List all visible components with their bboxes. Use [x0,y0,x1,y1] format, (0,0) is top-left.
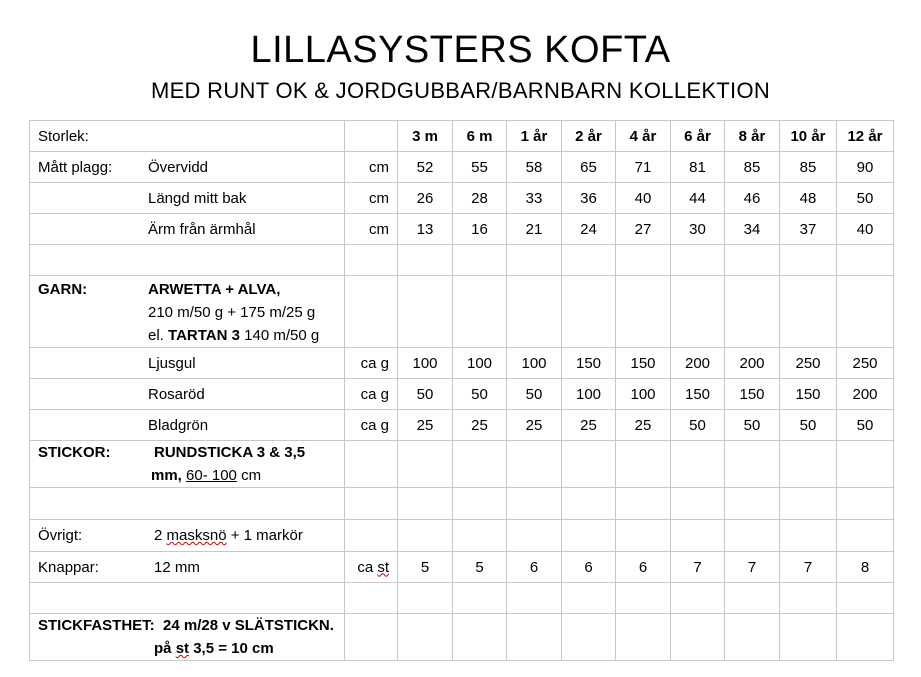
buttons-unit-squiggle: st [377,558,389,576]
needles-line2-bold: mm, [151,467,182,484]
value-cell: 150 [562,348,616,379]
value-cell: 150 [725,379,780,410]
size-cell: 10 år [780,121,837,152]
unit-cell: ca g [345,348,398,379]
gauge-label: STICKFASTHET: [38,617,155,634]
buttons-label: Knappar: [38,558,99,576]
size-cell: 2 år [562,121,616,152]
yarn-line3-prefix: el. [148,327,164,344]
value-cell: 7 [780,552,837,583]
empty-row [30,245,894,276]
value-cell: 40 [616,183,671,214]
yarn-line1: ARWETTA + ALVA, [148,281,281,298]
pattern-title: LILLASYSTERS KOFTA [250,29,671,71]
unit-cell: ca g [345,379,398,410]
yarn-label: GARN: [38,281,88,298]
value-cell: 100 [507,348,562,379]
value-cell: 52 [398,152,453,183]
value-cell: 40 [837,214,894,245]
value-cell: 30 [671,214,725,245]
other-label: Övrigt: [38,527,83,544]
measure-row [30,214,894,245]
size-cell: 12 år [837,121,894,152]
other-row [30,520,894,552]
measure-label: Mått plagg: [38,158,113,176]
value-cell: 250 [780,348,837,379]
value-cell: 7 [671,552,725,583]
value-cell: 48 [780,183,837,214]
needles-length-link: 60- 100 [186,467,237,484]
value-cell: 21 [507,214,562,245]
size-unit-cell [345,121,398,152]
measure-row [30,183,894,214]
size-label: Storlek: [30,121,345,152]
value-cell: 25 [507,410,562,441]
value-cell: 50 [780,410,837,441]
value-cell: 6 [616,552,671,583]
value-cell: 200 [837,379,894,410]
yarn-color-name: Ljusgul [148,354,196,372]
size-cell: 8 år [725,121,780,152]
needles-row [30,441,894,488]
yarn-line3-suffix: 140 m/50 g [244,327,320,344]
value-cell: 25 [616,410,671,441]
yarn-color-row [30,410,894,441]
value-cell: 13 [398,214,453,245]
measure-name: Övervidd [148,158,209,176]
empty-row [30,583,894,614]
measure-name: Längd mitt bak [148,189,247,207]
size-cell: 1 år [507,121,562,152]
value-cell: 71 [616,152,671,183]
value-cell: 50 [671,410,725,441]
buttons-unit-prefix: ca [357,558,374,576]
value-cell: 34 [725,214,780,245]
yarn-row [30,276,894,348]
value-cell: 50 [398,379,453,410]
value-cell: 100 [398,348,453,379]
value-cell: 65 [562,152,616,183]
yarn-color-row [30,379,894,410]
value-cell: 27 [616,214,671,245]
value-cell: 33 [507,183,562,214]
value-cell: 50 [507,379,562,410]
gauge-line1: 24 m/28 v SLÄTSTICKN. [163,617,334,634]
value-cell: 36 [562,183,616,214]
measure-name: Ärm från ärmhål [148,220,256,238]
value-cell: 28 [453,183,507,214]
value-cell: 24 [562,214,616,245]
gauge-row [30,614,894,661]
other-prefix: 2 [154,527,163,544]
unit-cell: cm [345,152,398,183]
value-cell: 200 [671,348,725,379]
value-cell: 50 [453,379,507,410]
gauge-line2-prefix: på [154,640,172,657]
size-cell: 6 m [453,121,507,152]
yarn-line2: 210 m/50 g + 175 m/25 g [148,304,316,321]
empty-row [30,488,894,520]
value-cell: 85 [780,152,837,183]
value-cell: 6 [507,552,562,583]
value-cell: 55 [453,152,507,183]
pattern-subtitle: MED RUNT OK & JORDGUBBAR/BARNBARN KOLLEKTION [150,78,771,103]
value-cell: 25 [562,410,616,441]
buttons-row [30,552,894,583]
value-cell: 25 [453,410,507,441]
value-cell: 100 [562,379,616,410]
value-cell: 150 [616,348,671,379]
needles-line2-suffix: cm [241,467,262,484]
size-header-row [30,121,894,152]
value-cell: 50 [837,183,894,214]
value-cell: 46 [725,183,780,214]
value-cell: 6 [562,552,616,583]
value-cell: 44 [671,183,725,214]
value-cell: 150 [671,379,725,410]
value-cell: 7 [725,552,780,583]
pattern-table [29,120,894,661]
value-cell: 100 [453,348,507,379]
value-cell: 90 [837,152,894,183]
other-suffix: + 1 markör [230,527,303,544]
value-cell: 100 [616,379,671,410]
value-cell: 8 [837,552,894,583]
value-cell: 200 [725,348,780,379]
measure-row [30,152,894,183]
yarn-color-name: Rosaröd [148,385,205,403]
value-cell: 16 [453,214,507,245]
unit-cell: ca g [345,410,398,441]
value-cell: 37 [780,214,837,245]
needles-label: STICKOR: [38,444,111,461]
value-cell: 150 [780,379,837,410]
value-cell: 85 [725,152,780,183]
value-cell: 5 [398,552,453,583]
yarn-color-name: Bladgrön [148,416,209,434]
value-cell: 250 [837,348,894,379]
unit-cell: cm [345,214,398,245]
unit-cell: cm [345,183,398,214]
value-cell: 58 [507,152,562,183]
value-cell: 50 [725,410,780,441]
size-cell: 3 m [398,121,453,152]
yarn-color-row [30,348,894,379]
size-cell: 4 år [616,121,671,152]
size-cell: 6 år [671,121,725,152]
other-squiggle-word: masksnö [166,527,227,544]
gauge-line2-suffix: 3,5 = 10 cm [193,640,274,657]
value-cell: 25 [398,410,453,441]
value-cell: 26 [398,183,453,214]
value-cell: 81 [671,152,725,183]
yarn-line3-bold: TARTAN 3 [168,327,240,344]
needles-line1: RUNDSTICKA 3 & 3,5 [154,444,306,461]
buttons-size: 12 mm [154,558,200,576]
value-cell: 5 [453,552,507,583]
gauge-line2-squiggle: st [175,640,190,657]
value-cell: 50 [837,410,894,441]
